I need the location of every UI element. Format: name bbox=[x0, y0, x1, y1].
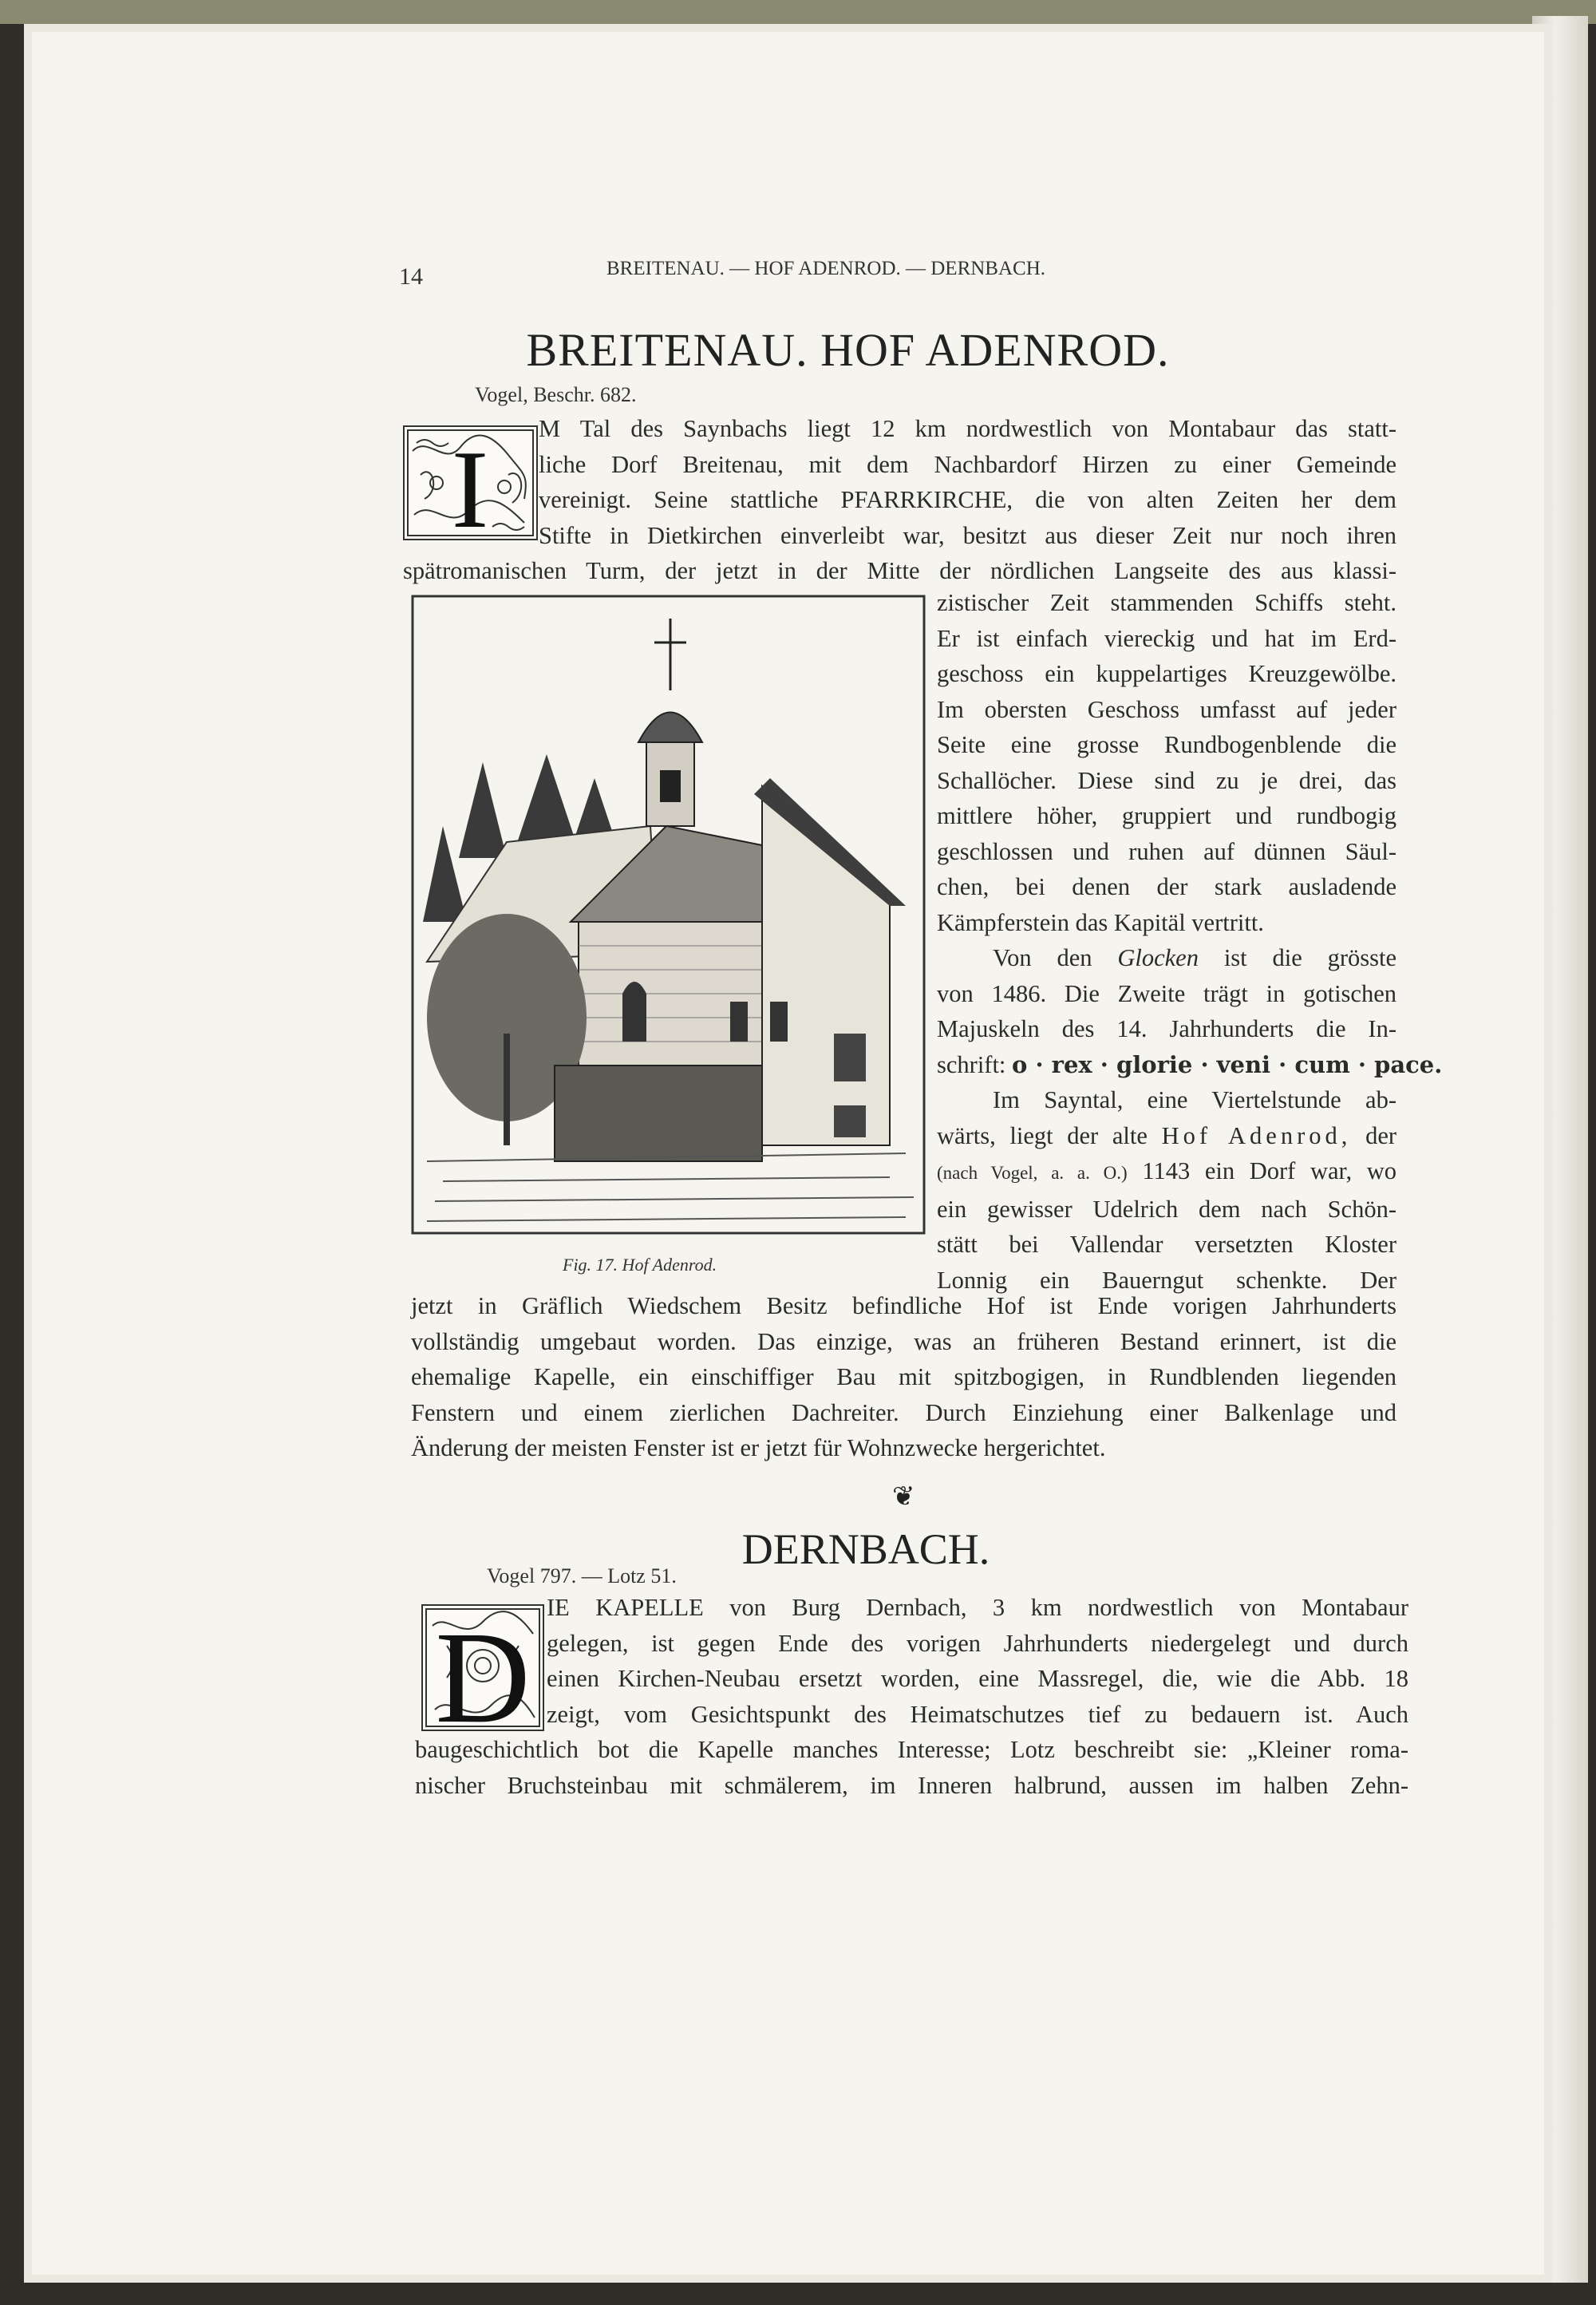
text-line: liche Dorf Breitenau, mit dem Nachbardorf Hirzen zu einer Gemeinde bbox=[539, 450, 1396, 478]
text-line: M Tal des Saynbachs liegt 12 km nordwestlich von Montabaur das statt- bbox=[539, 415, 1396, 442]
text-line: zeigt, vom Gesichtspunkt des Heimatschutzes tief zu bedauern ist. Auch bbox=[547, 1700, 1408, 1728]
text-line: gelegen, ist gegen Ende des vorigen Jahrhunderts niedergelegt und durch bbox=[547, 1629, 1408, 1657]
text-line: Von den Glocken ist die grösste bbox=[993, 944, 1397, 971]
section-ornament: ❦ bbox=[892, 1481, 915, 1512]
text-line: wärts, liegt der alte Hof Adenrod, der bbox=[937, 1121, 1397, 1149]
text-line: chen, bei denen der stark ausladende bbox=[937, 873, 1396, 900]
figure-caption: Fig. 17. Hof Adenrod. bbox=[563, 1255, 717, 1275]
initial-letter: D bbox=[435, 1606, 531, 1730]
section-heading-dernbach: DERNBACH. bbox=[741, 1525, 990, 1573]
text-line: baugeschichtlich bot die Kapelle manches Interesse; Lotz beschreibt sie: „Kleiner roma- bbox=[415, 1736, 1408, 1763]
emphasis-glocken: Glocken bbox=[1117, 944, 1199, 971]
intro-line-full bbox=[403, 553, 1396, 589]
decorative-initial-d bbox=[421, 1604, 544, 1731]
column-text bbox=[937, 585, 1443, 1298]
text-line: Fenstern und einem zierlichen Dachreiter. Durch Einziehung einer Balkenlage und bbox=[411, 1398, 1396, 1426]
text-line: von 1486. Die Zweite trägt in gotischen bbox=[937, 979, 1396, 1007]
text-line: vollständig umgebaut worden. Das einzige, was an früheren Bestand erinnert, ist die bbox=[411, 1327, 1396, 1355]
text-line: ein gewisser Udelrich dem nach Schön- bbox=[937, 1195, 1396, 1223]
intro-lines-indented bbox=[539, 411, 1396, 553]
figure-hof-adenrod bbox=[411, 587, 926, 1241]
book-cover-edge bbox=[0, 0, 1596, 24]
text-line: Kämpferstein das Kapitäl vertritt. bbox=[937, 908, 1264, 936]
text-line: Stifte in Dietkirchen einverleibt war, besitzt aus dieser Zeit nur noch ihren bbox=[539, 521, 1396, 549]
text-line: (nach Vogel, a. a. O.) 1143 ein Dorf war, wo bbox=[937, 1157, 1397, 1184]
page-number: 14 bbox=[399, 263, 423, 290]
text-line: stätt bei Vallendar versetzten Kloster bbox=[937, 1231, 1396, 1258]
dernbach-lines-indented bbox=[547, 1590, 1408, 1732]
text-line: IE KAPELLE von Burg Dernbach, 3 km nordwestlich von Montabaur bbox=[547, 1594, 1408, 1621]
section-heading-breitenau: BREITENAU. HOF ADENROD. bbox=[526, 324, 1170, 376]
spaced-name-hof-adenrod: Hof Adenrod, bbox=[1161, 1121, 1352, 1149]
text-line: jetzt in Gräflich Wiedschem Besitz befindliche Hof ist Ende vorigen Jahrhunderts bbox=[411, 1292, 1396, 1319]
text-line: Im Sayntal, eine Viertelstunde ab- bbox=[993, 1086, 1396, 1113]
text-line: schrift: o · rex · glorie · veni · cum · pace. bbox=[937, 1050, 1443, 1078]
paragraph-adenrod-continued bbox=[411, 1288, 1396, 1466]
gothic-inscription: o · rex · glorie · veni · cum · pace. bbox=[1012, 1050, 1443, 1078]
text-line: nischer Bruchsteinbau mit schmälerem, im Inneren halbrund, aussen im halben Zehn- bbox=[415, 1771, 1408, 1799]
text-line: geschlossen und ruhen auf dünnen Säul- bbox=[937, 837, 1396, 865]
decorative-initial-i bbox=[403, 425, 538, 540]
text-line: Er ist einfach viereckig und hat im Erd- bbox=[937, 624, 1396, 652]
text-line: geschoss ein kuppelartiges Kreuzgewölbe. bbox=[937, 660, 1396, 687]
section-reference-breitenau: Vogel, Beschr. 682. bbox=[475, 383, 637, 406]
text-line: Majuskeln des 14. Jahrhunderts die In- bbox=[937, 1015, 1396, 1042]
text-line: Änderung der meisten Fenster ist er jetzt für Wohnzwecke hergerichtet. bbox=[411, 1434, 1106, 1461]
text-line: ehemalige Kapelle, ein einschiffiger Bau mit spitzbogigen, in Rundblenden liegenden bbox=[411, 1363, 1396, 1390]
dernbach-lines-full bbox=[415, 1732, 1408, 1803]
text-line: einen Kirchen-Neubau ersetzt worden, eine Massregel, die, wie die Abb. 18 bbox=[547, 1665, 1408, 1692]
text-line: spätromanischen Turm, der jetzt in der Mitte der nördlichen Langseite des aus klassi- bbox=[403, 557, 1396, 584]
text-line: vereinigt. Seine stattliche PFARRKIRCHE, die von alten Zeiten her dem bbox=[539, 486, 1396, 513]
text-line: zistischer Zeit stammenden Schiffs steht. bbox=[937, 589, 1396, 616]
running-title: BREITENAU. — HOF ADENROD. — DERNBACH. bbox=[606, 258, 1046, 279]
text-line: Seite eine grosse Rundbogenblende die bbox=[937, 731, 1396, 758]
text-line: Im obersten Geschoss umfasst auf jeder bbox=[937, 695, 1396, 723]
initial-letter: I bbox=[451, 428, 489, 539]
text-line: Lonnig ein Bauerngut schenkte. Der bbox=[937, 1266, 1396, 1294]
text-line: mittlere höher, gruppiert und rundbogig bbox=[937, 802, 1396, 829]
section-reference-dernbach: Vogel 797. — Lotz 51. bbox=[487, 1564, 677, 1587]
text-line: Schallöcher. Diese sind zu je drei, das bbox=[937, 766, 1396, 794]
